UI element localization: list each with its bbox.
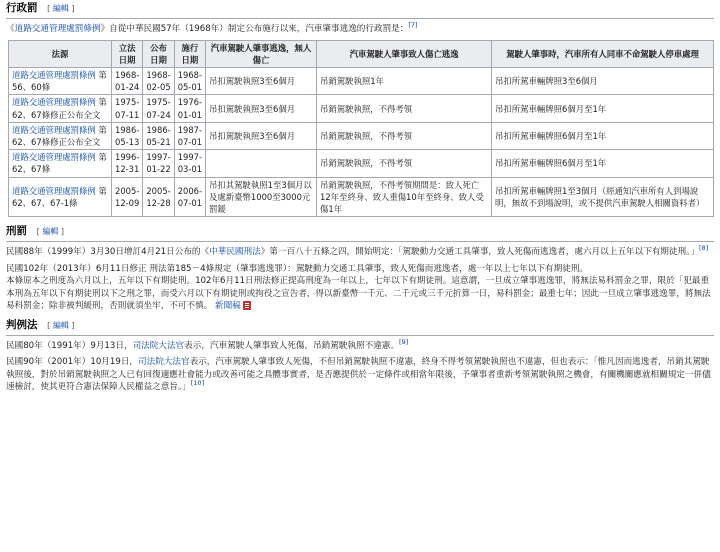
news-release-link[interactable]: 新聞稿 bbox=[215, 301, 241, 312]
cell-legislated: 1996-12-31 bbox=[112, 150, 143, 177]
cell-legislated: 2005-12-09 bbox=[112, 177, 143, 217]
header-no-casualty: 汽車駕駛人肇事逃逸，無人傷亡 bbox=[206, 40, 317, 67]
cell-casualty: 吊銷駕駛執照，不得考領期間是：致人死亡12年至終身、致人重傷10年至終身、致人受傷1年 bbox=[317, 177, 492, 217]
header-legislated: 立法日期 bbox=[112, 40, 143, 67]
cell-owner: 吊扣所駕車輛牌照6個月至1年 bbox=[492, 95, 714, 122]
cell-casualty: 吊銷駕駛執照，不得考領 bbox=[317, 122, 492, 149]
cell-effective: 2006-07-01 bbox=[174, 177, 205, 217]
reference-link[interactable]: [9] bbox=[399, 337, 409, 346]
penalty-table bbox=[8, 40, 714, 217]
reference-link[interactable]: [10] bbox=[190, 379, 205, 388]
header-effective: 施行日期 bbox=[174, 40, 205, 67]
section-heading-administrative bbox=[6, 0, 714, 19]
cell-effective: 1997-03-01 bbox=[174, 150, 205, 177]
header-promulgated: 公布日期 bbox=[143, 40, 174, 67]
cell-legislated: 1986-05-13 bbox=[112, 122, 143, 149]
law-link[interactable]: 道路交通管理處罰條例 bbox=[12, 70, 96, 81]
header-owner: 駕駛人肇事時，汽車所有人同車不命駕駛人停車處理 bbox=[492, 40, 714, 67]
law-link[interactable]: 道路交通管理處罰條例 bbox=[12, 185, 96, 196]
judicial-paragraph-1: 民國80年（1991年）9月13日，司法院大法官表示，汽車駕駛人肇事致人死傷，吊銷駕駛執照不違憲。[9] bbox=[6, 337, 409, 351]
cell-casualty: 吊銷駕駛執照，不得考領 bbox=[317, 95, 492, 122]
cell-promulgated: 1968-02-05 bbox=[143, 68, 174, 95]
cell-owner: 吊扣所駕車輛牌照3至6個月 bbox=[492, 68, 714, 95]
edit-link-wrapper: [ 編輯 ] bbox=[47, 4, 75, 13]
cell-promulgated: 1986-05-21 bbox=[143, 122, 174, 149]
edit-link-wrapper: [ 編輯 ] bbox=[47, 320, 75, 330]
criminal-paragraph-2: 民國102年（2013年）6月11日修正 刑法第185－4條規定（肇事逃逸罪）：駕駛動力交通工具肇事，致人死傷而逃逸者，處一年以上七年以下有期徒刑。 本條原本之刑度為六月以上，五年以下有期徒刑。102年6月11日刑法修正提高刑度為一年以上，七年以下有期徒刑。這意謂，一旦成立肇事逃逸罪，將無法易科罰金之罪，限於「犯最重本刑為五年以下有期徒刑以下之刑之罪，而受六月以下有期徒刑或拘役之宣告者，得以新臺幣一千元、二千元或三千元折算一日，易科罰金；最重七年；因此一旦成立肇事逃逸罪，將無法易科罰金；除非被判緩刑，否則就須坐牢，不可不慎。 新聞稿 bbox=[6, 263, 711, 312]
cell-owner: 吊扣所駕車輛牌照6個月至1年 bbox=[492, 150, 714, 177]
cell-casualty: 吊銷駕駛執照1年 bbox=[317, 68, 492, 95]
table-row bbox=[9, 122, 714, 149]
edit-link[interactable]: 編輯 bbox=[52, 320, 69, 330]
table-row bbox=[9, 68, 714, 95]
grand-justices-link[interactable]: 司法院大法官 bbox=[132, 340, 185, 351]
law-link[interactable]: 道路交通管理處罰條例 bbox=[12, 124, 96, 135]
cell-owner: 吊扣所駕車輛牌照6個月至1年 bbox=[492, 122, 714, 149]
section-title: 判例法 bbox=[6, 318, 38, 331]
table-row bbox=[9, 150, 714, 177]
table-row bbox=[9, 95, 714, 122]
cell-source: 道路交通管理處罰條例 第62、67、67-1條 bbox=[9, 177, 112, 217]
cell-promulgated: 1975-07-24 bbox=[143, 95, 174, 122]
cell-no-casualty: 吊扣駕駛執照3至6個月 bbox=[206, 95, 317, 122]
law-link[interactable]: 道路交通管理處罰條例 bbox=[12, 97, 96, 108]
section-heading-criminal bbox=[6, 223, 714, 242]
section-title: 行政罰 bbox=[6, 2, 38, 14]
law-link[interactable]: 道路交通管理處罰條例 bbox=[14, 24, 101, 35]
cell-source: 道路交通管理處罰條例 第56、60條 bbox=[9, 68, 112, 95]
section-title: 刑罰 bbox=[6, 225, 27, 238]
edit-link[interactable]: 編輯 bbox=[52, 4, 69, 13]
judicial-paragraph-2: 民國90年（2001年）10月19日，司法院大法官表示，汽車駕駛人肇事致人死傷，不但吊銷駕駛執照不違憲，終身不得考領駕駛執照也不違憲，但也表示：「惟凡因而逃逸者，吊銷其駕駛執照後，對於吊銷駕駛執照之人已有回復適應社會能力或改善可能之具體事實者，是否應提供於一定條件或相當年限後，予肇事者重新考領駕駛執照之機會，有關機關應就相關規定一併儘速檢討，使其更符合憲法保障人民權益之意旨。」[10] bbox=[6, 357, 711, 393]
cell-effective: 1976-01-01 bbox=[174, 95, 205, 122]
criminal-code-link[interactable]: 中華民國刑法 bbox=[209, 247, 261, 258]
admin-intro: 《道路交通管理處罰條例》自從中華民國57年（1968年）制定公布施行以來，汽車肇事逃逸的行政罰是：[7] bbox=[6, 21, 418, 35]
cell-source: 道路交通管理處罰條例 第62、67條修正公布全文 bbox=[9, 122, 112, 149]
edit-link-wrapper: [ 編輯 ] bbox=[36, 227, 64, 237]
header-source: 法源 bbox=[9, 40, 112, 67]
criminal-paragraph-1: 民國88年（1999年）3月30日增訂4月21日公布的《中華民國刑法》第一百八十五條之四，開始明定：「駕駛動力交通工具肇事，致人死傷而逃逸者，處六月以上五年以下有期徒刑。」[8] bbox=[6, 244, 709, 258]
law-link[interactable]: 道路交通管理處罰條例 bbox=[12, 152, 96, 163]
header-casualty: 汽車駕駛人肇事致人傷亡逃逸 bbox=[317, 40, 492, 67]
cell-no-casualty: 吊扣其駕駛執照1至3個月以及處新臺幣1000至3000元罰鍰 bbox=[206, 177, 317, 217]
table-header-row bbox=[9, 40, 714, 67]
cell-legislated: 1975-07-11 bbox=[112, 95, 143, 122]
pdf-icon bbox=[243, 301, 251, 310]
edit-link[interactable]: 編輯 bbox=[42, 227, 59, 237]
section-heading-judicial bbox=[6, 317, 714, 336]
grand-justices-link[interactable]: 司法院大法官 bbox=[138, 357, 190, 368]
cell-no-casualty: 吊扣駕駛執照3至6個月 bbox=[206, 122, 317, 149]
cell-promulgated: 1997-01-22 bbox=[143, 150, 174, 177]
cell-owner: 吊扣所駕車輛牌照1至3個月（經通知汽車所有人到場說明，無故不到場說明，或不提供汽車駕駛人相關資料者） bbox=[492, 177, 714, 217]
cell-promulgated: 2005-12-28 bbox=[143, 177, 174, 217]
cell-legislated: 1968-01-24 bbox=[112, 68, 143, 95]
cell-effective: 1968-05-01 bbox=[174, 68, 205, 95]
cell-source: 道路交通管理處罰條例 第62、67條修正公布全文 bbox=[9, 95, 112, 122]
cell-no-casualty: 吊扣駕駛執照3至6個月 bbox=[206, 68, 317, 95]
table-row bbox=[9, 177, 714, 217]
cell-casualty: 吊銷駕駛執照，不得考領 bbox=[317, 150, 492, 177]
cell-source: 道路交通管理處罰條例 第62、67條 bbox=[9, 150, 112, 177]
cell-effective: 1987-07-01 bbox=[174, 122, 205, 149]
cell-no-casualty bbox=[206, 150, 317, 177]
reference-link[interactable]: [8] bbox=[698, 244, 709, 253]
reference-link[interactable]: [7] bbox=[408, 21, 418, 30]
